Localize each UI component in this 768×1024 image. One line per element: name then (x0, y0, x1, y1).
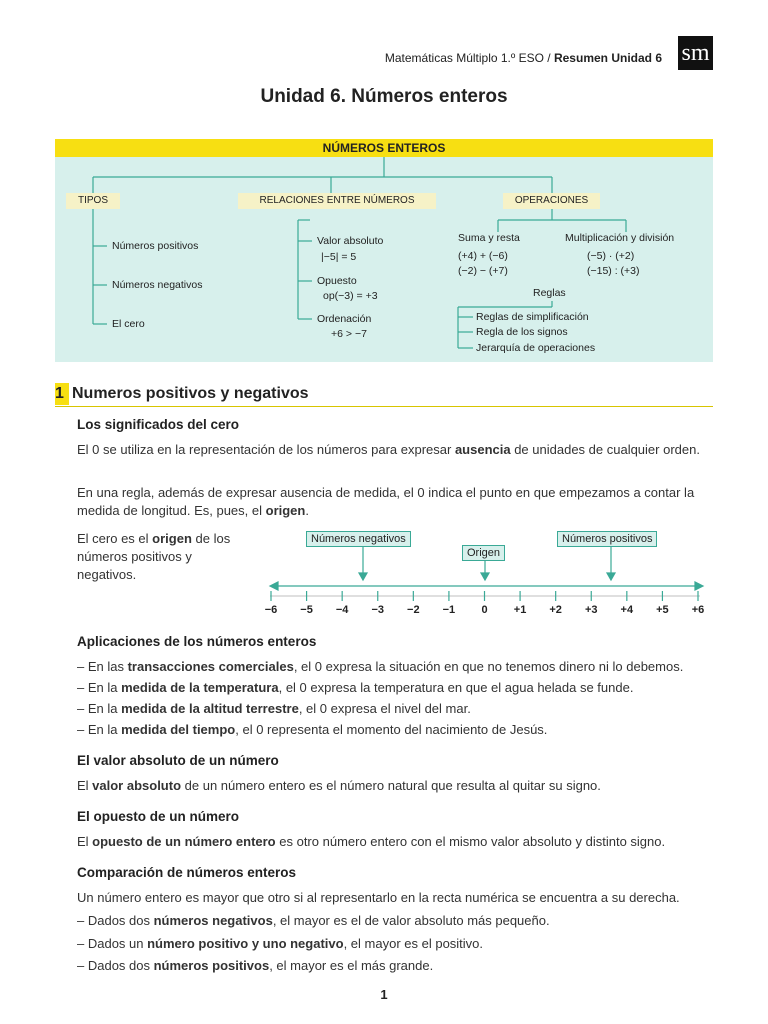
paragraph-valor-absoluto (77, 777, 717, 795)
subheading-comparacion: Comparación de números enteros (77, 865, 297, 880)
rel-valor-absoluto-ex: |−5| = 5 (321, 251, 357, 263)
text: El (77, 834, 93, 849)
rel-opuesto-ex: op(−3) = +3 (323, 290, 378, 302)
text: es otro número entero con el mismo valor absoluto y distinto signo. (275, 834, 666, 849)
tipo-negativos: Números negativos (112, 279, 203, 291)
paragraph-comparacion: Un número entero es mayor que otro si al representarlo en la recta numérica se encuentra a su derecha. (77, 890, 680, 905)
concept-tipos: TIPOS (66, 193, 120, 209)
text: . (305, 503, 309, 518)
label-negativos: Números negativos (306, 531, 411, 547)
header-unit: Resumen Unidad 6 (553, 51, 662, 65)
text: de unidades de cualquier orden. (510, 442, 700, 457)
tick-label: +4 (620, 604, 634, 616)
bold-text: ausencia (454, 442, 511, 457)
op-mult: Multiplicación y división (565, 232, 675, 244)
tick-label: −2 (407, 604, 420, 616)
tick-label: +3 (584, 604, 598, 616)
regla-simplificacion: Reglas de simplificación (476, 311, 589, 323)
list-item: – Dados dos números positivos, el mayor es el más grande. (77, 958, 434, 973)
tipo-cero: El cero (112, 318, 145, 330)
tick-label: −5 (300, 604, 313, 616)
tick-label: −1 (442, 604, 456, 616)
label-origen: Origen (462, 545, 505, 561)
subheading-valor-absoluto: El valor absoluto de un número (77, 753, 279, 768)
rel-valor-absoluto: Valor absoluto (317, 235, 384, 247)
bold-text: opuesto de un número entero (92, 834, 276, 849)
op-suma-ex2: (−2) − (+7) (458, 265, 508, 277)
tick-label: −6 (264, 604, 278, 616)
text: de un número entero es el número natural que resulta al quitar su signo. (181, 778, 601, 793)
text: de los números positivos y negativos. (77, 531, 231, 582)
op-mult-ex1: (−5) · (+2) (587, 250, 635, 262)
subheading-opuesto: El opuesto de un número (77, 809, 240, 824)
rel-ordenacion: Ordenación (317, 313, 372, 325)
list-item: – Dados un número positivo y uno negativo, el mayor es el positivo. (77, 935, 484, 951)
list-item: – Dados dos números negativos, el mayor es el de valor absoluto más pequeño. (77, 913, 550, 928)
page-title: Unidad 6. Números enteros (260, 86, 508, 107)
bold-text: origen (265, 503, 306, 518)
op-suma-ex1: (+4) + (−6) (458, 250, 508, 262)
page-number: 1 (380, 987, 388, 1002)
tick-label: 0 (481, 604, 488, 616)
tick-label: −4 (335, 604, 349, 616)
rel-opuesto: Opuesto (317, 275, 357, 287)
rel-ordenacion-ex: +6 > −7 (331, 328, 367, 340)
subheading-aplicaciones: Aplicaciones de los números enteros (77, 634, 317, 649)
label-positivos: Números positivos (557, 531, 657, 547)
regla-signos: Regla de los signos (476, 326, 568, 338)
tick-label: +1 (513, 604, 527, 616)
concept-map-root: NÚMEROS ENTEROS (55, 139, 713, 157)
list-item: – En la medida de la temperatura, el 0 expresa la temperatura en que el agua helada se funde. (77, 680, 634, 695)
bold-text: valor absoluto (92, 778, 182, 793)
concept-operaciones: OPERACIONES (503, 193, 600, 209)
header-book: Matemáticas Múltiplo 1.º ESO / (384, 51, 551, 65)
paragraph-opuesto (77, 833, 717, 851)
subheading-cero: Los significados del cero (77, 417, 240, 432)
regla-jerarquia: Jerarquía de operaciones (476, 342, 596, 354)
text: El cero es el (77, 531, 153, 546)
section-title: Numeros positivos y negativos (72, 385, 309, 402)
text: El (77, 778, 93, 793)
list-item: – En la medida del tiempo, el 0 representa el momento del nacimiento de Jesús. (77, 722, 548, 737)
publisher-logo: sm (678, 36, 713, 70)
tick-label: +6 (691, 604, 705, 616)
op-mult-ex2: (−15) : (+3) (587, 265, 640, 277)
text: El 0 se utiliza en la representación de los números para expresar (77, 442, 455, 457)
list-item: – En la medida de la altitud terrestre, el 0 expresa el nivel del mar. (77, 701, 471, 716)
tick-label: −3 (371, 604, 385, 616)
op-reglas: Reglas (533, 287, 566, 299)
concept-relaciones: RELACIONES ENTRE NÚMEROS (238, 193, 436, 209)
list-item: – En las transacciones comerciales, el 0 expresa la situación en que no tenemos dinero ni lo debemos. (77, 659, 684, 674)
text: En una regla, además de expresar ausencia de medida, el 0 indica el punto en que empezamos a contar la medida de longitud. Es, pues, el (77, 485, 695, 518)
tick-label: +5 (656, 604, 669, 616)
tipo-positivos: Números positivos (112, 240, 199, 252)
section-number: 1 (55, 383, 69, 405)
bold-text: origen (152, 531, 192, 546)
op-suma: Suma y resta (458, 232, 520, 244)
tick-label: +2 (549, 604, 562, 616)
